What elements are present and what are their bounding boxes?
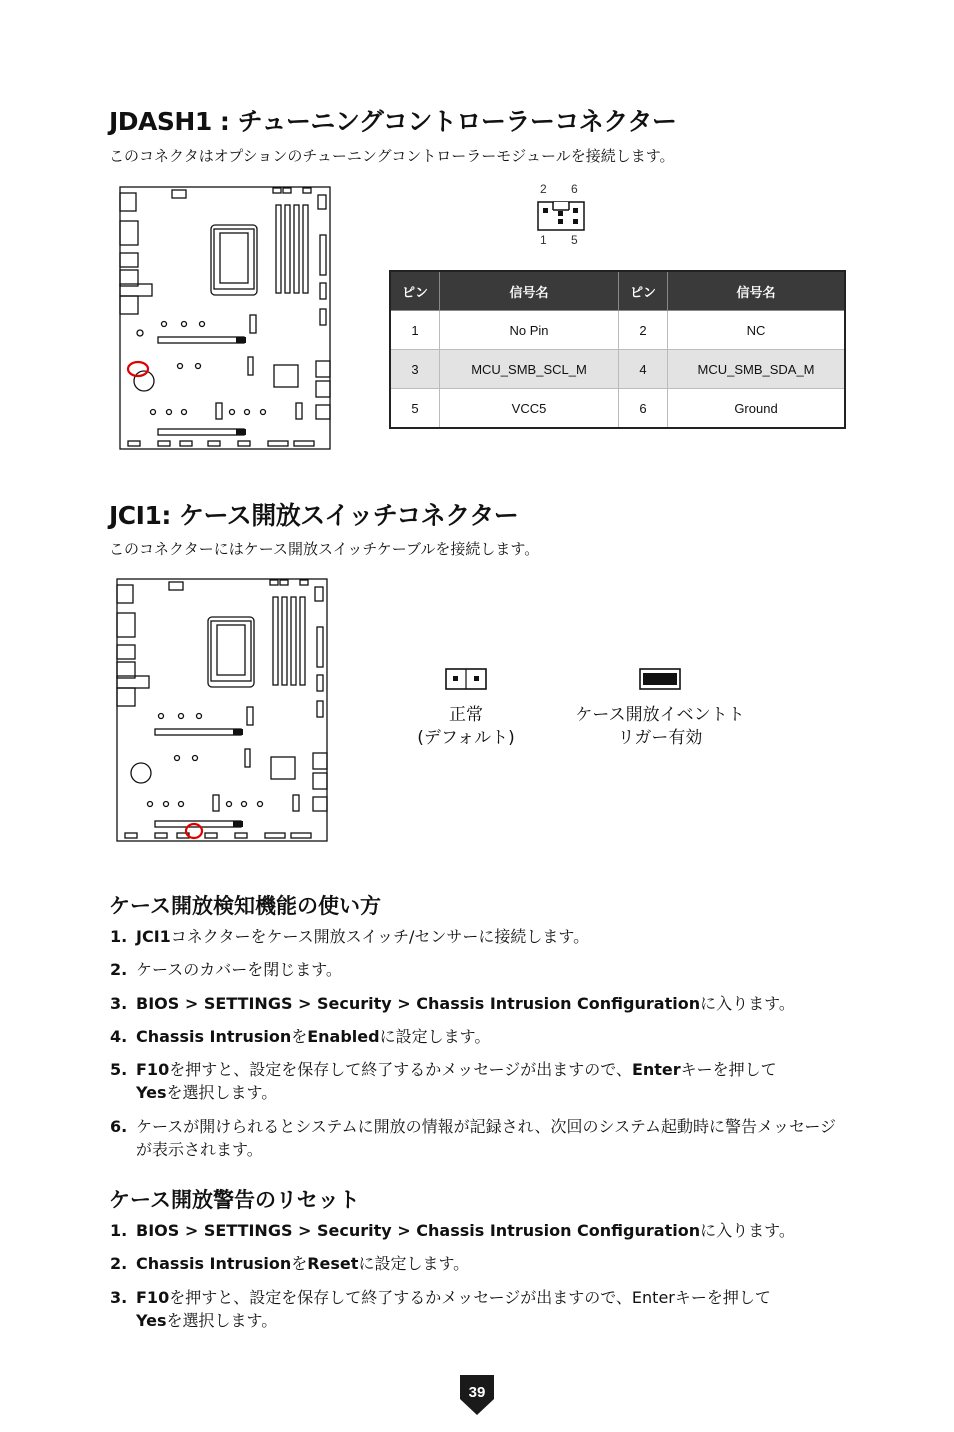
jdash-title: JDASH1 : チューニングコントローラーコネクター bbox=[109, 107, 677, 136]
jdash-highlight bbox=[128, 362, 148, 376]
page-number-badge bbox=[458, 1373, 496, 1417]
step-text: に設定します。 bbox=[379, 1027, 491, 1046]
list-item bbox=[110, 958, 850, 981]
jdash-intro: このコネクタはオプションのチューニングコントローラーモジュールを接続します。 bbox=[109, 147, 675, 165]
table-header-cell: ピン bbox=[390, 271, 440, 311]
motherboard-diagram-jci bbox=[114, 577, 330, 843]
table-cell: 6 bbox=[619, 389, 668, 429]
step-text: ケースのカバーを閉じます。 bbox=[136, 960, 342, 979]
table-header-cell: 信号名 bbox=[668, 271, 846, 311]
step-text: コネクターをケース開放スイッチ/センサーに接続します。 bbox=[170, 927, 590, 946]
jci-intro: このコネクターにはケース開放スイッチケーブルを接続します。 bbox=[109, 540, 540, 558]
step-number: 2. bbox=[110, 1254, 128, 1273]
step-text: に入ります。 bbox=[700, 1221, 795, 1240]
table-cell: NC bbox=[668, 311, 846, 350]
step-text: に入ります。 bbox=[700, 994, 795, 1013]
list-item bbox=[110, 1286, 850, 1332]
step-bold: Chassis Intrusion bbox=[136, 1254, 292, 1273]
step-number: 5. bbox=[110, 1060, 128, 1079]
step-text: キーを押して bbox=[680, 1060, 777, 1079]
step-text: を選択します。 bbox=[166, 1311, 278, 1330]
list-item bbox=[110, 925, 850, 948]
jci-normal-line2: (デフォルト) bbox=[417, 728, 515, 748]
step-number: 1. bbox=[110, 1221, 128, 1240]
step-number: 3. bbox=[110, 1288, 128, 1307]
step-bold: BIOS > SETTINGS > Security > Chassis Intrusion Configuration bbox=[136, 1221, 701, 1240]
step-bold: F10 bbox=[136, 1060, 170, 1079]
list-item bbox=[110, 1025, 850, 1048]
step-number: 4. bbox=[110, 1027, 128, 1046]
step-number: 2. bbox=[110, 960, 128, 979]
table-cell: MCU_SMB_SCL_M bbox=[440, 350, 619, 389]
table-header-cell: 信号名 bbox=[440, 271, 619, 311]
table-cell: 2 bbox=[619, 311, 668, 350]
jci-trigger-label bbox=[560, 704, 760, 750]
jdash-pin-table bbox=[389, 270, 846, 429]
jci-trigger-line1: ケース開放イベントト bbox=[575, 705, 745, 725]
table-cell: 1 bbox=[390, 311, 440, 350]
step-text: を押すと、設定を保存して終了するかメッセージが出ますので、 bbox=[169, 1060, 632, 1079]
table-header-row bbox=[390, 271, 845, 311]
step-text: を bbox=[291, 1027, 308, 1046]
table-row bbox=[390, 311, 845, 350]
list-item bbox=[110, 1058, 850, 1104]
table-cell: Ground bbox=[668, 389, 846, 429]
step-number: 1. bbox=[110, 927, 128, 946]
list-item bbox=[110, 1115, 850, 1161]
detect-title: ケース開放検知機能の使い方 bbox=[109, 894, 381, 918]
list-item bbox=[110, 1252, 850, 1275]
step-text: を押すと、設定を保存して終了するかメッセージが出ますので、Enterキーを押して bbox=[169, 1288, 771, 1307]
jci-trigger-line2: リガー有効 bbox=[617, 728, 703, 748]
step-bold: Chassis Intrusion bbox=[136, 1027, 292, 1046]
step-text: を bbox=[291, 1254, 308, 1273]
table-cell: 3 bbox=[390, 350, 440, 389]
jci-highlight bbox=[186, 824, 202, 838]
jdash-pin-header bbox=[537, 201, 585, 231]
jci-normal-line1: 正常 bbox=[449, 705, 483, 725]
step-number: 6. bbox=[110, 1117, 128, 1136]
list-item bbox=[110, 992, 850, 1015]
step-text: に設定します。 bbox=[358, 1254, 470, 1273]
table-cell: MCU_SMB_SDA_M bbox=[668, 350, 846, 389]
step-bold: Yes bbox=[136, 1083, 167, 1102]
jci-header-jumpered bbox=[639, 668, 681, 690]
table-cell: 4 bbox=[619, 350, 668, 389]
list-item bbox=[110, 1219, 850, 1242]
table-header-cell: ピン bbox=[619, 271, 668, 311]
jci-header-normal bbox=[445, 668, 487, 690]
step-bold: BIOS > SETTINGS > Security > Chassis Intrusion Configuration bbox=[136, 994, 701, 1013]
step-text: ケースが開けられるとシステムに開放の情報が記録され、次回のシステム起動時に警告メッセージが表示されます。 bbox=[136, 1117, 837, 1159]
step-number: 3. bbox=[110, 994, 128, 1013]
jci-normal-label bbox=[396, 704, 536, 750]
table-cell: VCC5 bbox=[440, 389, 619, 429]
step-bold: Yes bbox=[136, 1311, 167, 1330]
jci-title: JCI1: ケース開放スイッチコネクター bbox=[109, 501, 519, 530]
table-cell: No Pin bbox=[440, 311, 619, 350]
table-cell: 5 bbox=[390, 389, 440, 429]
step-bold: Reset bbox=[307, 1254, 359, 1273]
step-bold: Enter bbox=[631, 1060, 681, 1079]
step-bold: F10 bbox=[136, 1288, 170, 1307]
table-row bbox=[390, 389, 845, 429]
step-text: を選択します。 bbox=[166, 1083, 278, 1102]
table-row bbox=[390, 350, 845, 389]
page-number: 39 bbox=[468, 1384, 486, 1401]
reset-title: ケース開放警告のリセット bbox=[109, 1188, 360, 1212]
step-bold: JCI1 bbox=[136, 927, 171, 946]
motherboard-diagram-jdash bbox=[118, 185, 332, 451]
step-bold: Enabled bbox=[307, 1027, 380, 1046]
